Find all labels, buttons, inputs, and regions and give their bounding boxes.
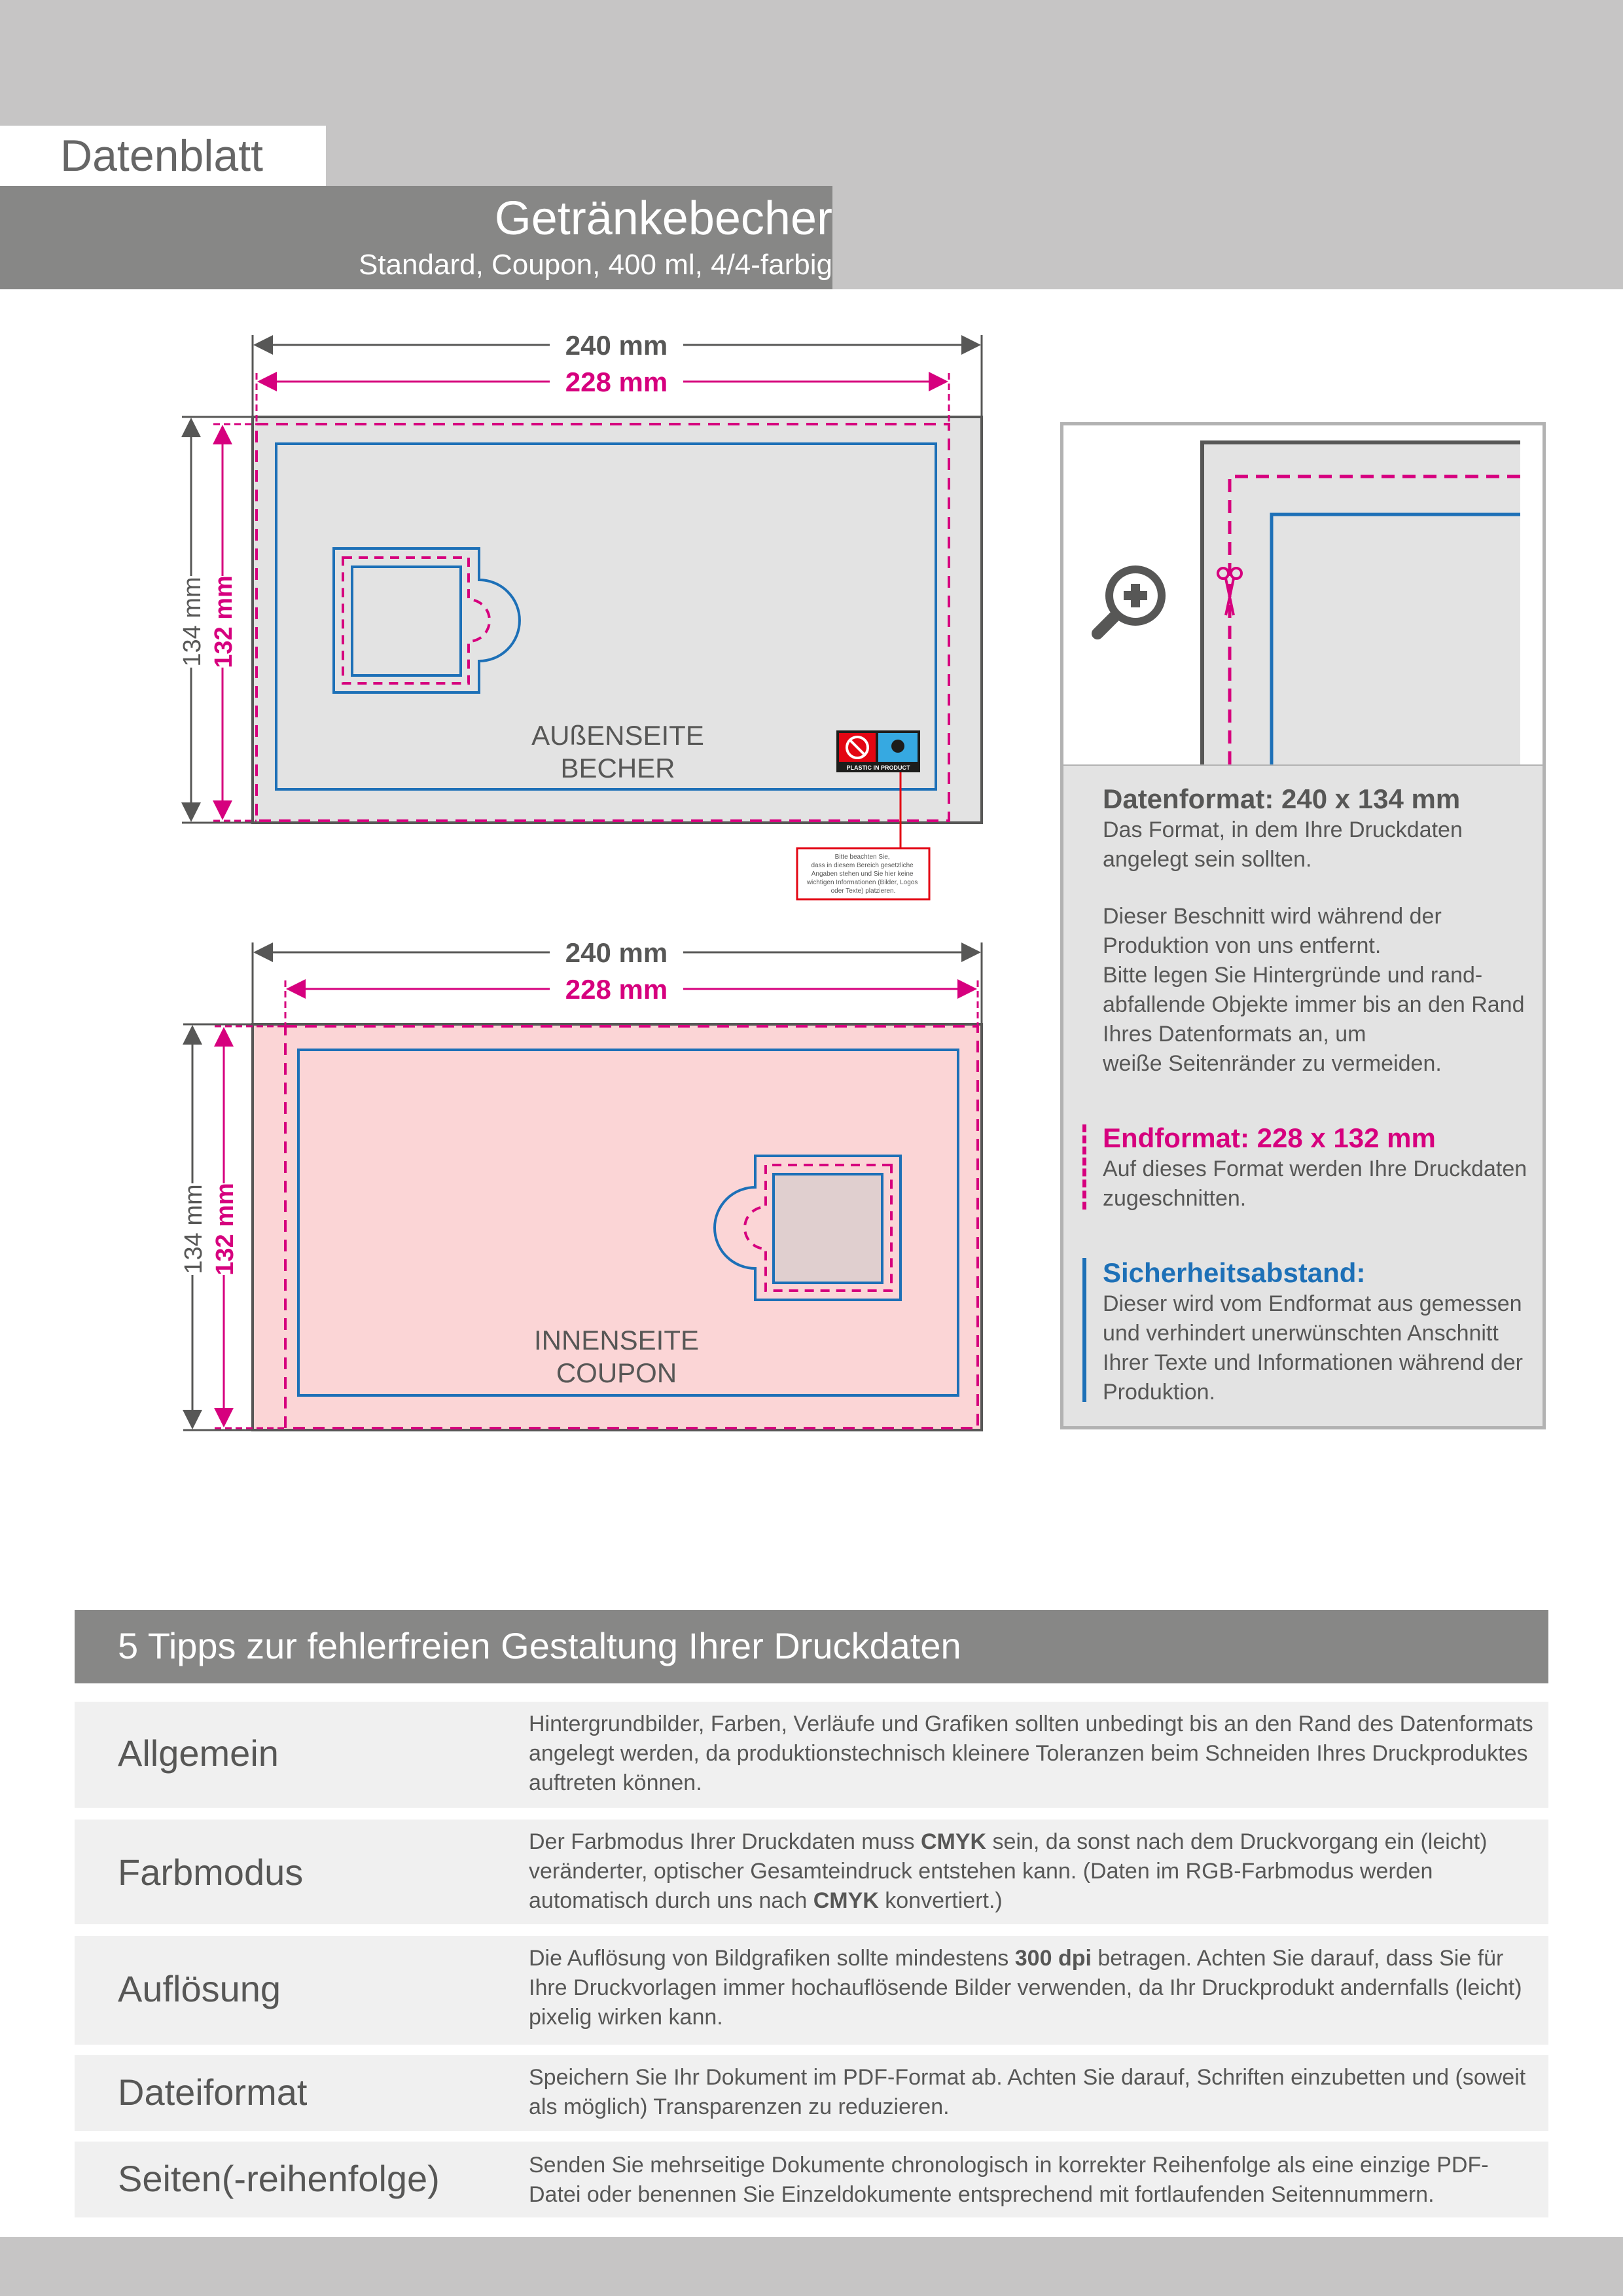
inner-width-label: 240 mm bbox=[565, 937, 668, 968]
endformat-marker bbox=[1082, 1124, 1086, 1210]
endformat-section bbox=[1103, 1122, 1548, 1213]
tip-text: Hintergrundbilder, Farben, Verläufe und Grafiken sollten unbedingt bis an den Rand des Datenformats angelegt werden, da produktionstechnisch kleinere Toleranzen beim Schneiden Ihres Druckproduktes auftreten können. bbox=[529, 1712, 1533, 1795]
inner-side-label-1: INNENSEITE bbox=[533, 1325, 700, 1355]
outer-side-label-1: AUßENSEITE bbox=[531, 720, 704, 751]
datenformat-text-1: Das Format, in dem Ihre Druckdaten angelegt sein sollten. bbox=[1103, 817, 1463, 872]
sicherheitsabstand-section bbox=[1103, 1257, 1548, 1407]
tip-row-dateiformat bbox=[75, 2055, 1548, 2131]
outer-height-label: 134 mm bbox=[179, 577, 206, 667]
doc-type-label: Datenblatt bbox=[60, 131, 263, 181]
plastic-badge-text: PLASTIC IN PRODUCT bbox=[846, 764, 910, 771]
tip-text: Der Farbmodus Ihrer Druckdaten muss CMYK sein, da sonst nach dem Druckvorgang ein (leicht) veränderter, optischer Gesamteindruck entstehen kann. (Daten im RGB-Farbmodus werden automatisch durch uns nach CMYK konvertiert.) bbox=[529, 1829, 1488, 1913]
outer-trim-width-label: 228 mm bbox=[565, 367, 668, 397]
bottom-band bbox=[0, 2237, 1623, 2296]
tip-text: Speichern Sie Ihr Dokument im PDF-Format ab. Achten Sie darauf, Schriften einzubetten und (soweit als möglich) Transparenzen zu reduzieren. bbox=[529, 2065, 1526, 2119]
callout-line-3: Angaben stehen und Sie hier keine bbox=[811, 870, 914, 878]
inner-height-label: 134 mm bbox=[180, 1184, 207, 1274]
datenformat-heading: Datenformat: 240 x 134 mm bbox=[1103, 783, 1461, 814]
inner-coupon-inner bbox=[774, 1174, 882, 1283]
tips-title: 5 Tipps zur fehlerfreien Gestaltung Ihrer Druckdaten bbox=[118, 1625, 961, 1666]
callout-line-2: dass in diesem Bereich gesetzliche bbox=[811, 862, 914, 869]
plastic-badge bbox=[836, 730, 920, 772]
sicherheitsabstand-text: Dieser wird vom Endformat aus gemessen und verhindert unerwünschten Anschnitt Ihrer Texte und Informationen während der Produktion. bbox=[1103, 1291, 1523, 1405]
datenformat-section bbox=[1103, 783, 1548, 1079]
sicherheitsabstand-heading: Sicherheitsabstand: bbox=[1103, 1257, 1366, 1288]
endformat-text: Auf dieses Format werden Ihre Druckdaten zugeschnitten. bbox=[1103, 1157, 1527, 1211]
callout-line-4: wichtigen Informationen (Bilder, Logos bbox=[806, 879, 918, 886]
tip-text: Die Auflösung von Bildgrafiken sollte mindestens 300 dpi betragen. Achten Sie darauf, dass Sie für Ihre Druckvorlagen immer hochauflösende Bilder verwenden, da Ihr Druckprodukt andernfalls (leicht) pixelig wirken kann. bbox=[529, 1946, 1522, 2030]
tip-label: Seiten(-reihenfolge) bbox=[118, 2158, 440, 2199]
product-subtitle: Standard, Coupon, 400 ml, 4/4-farbig bbox=[358, 249, 832, 281]
inner-trim-height-label: 132 mm bbox=[211, 1183, 239, 1276]
tip-row-allgemein bbox=[75, 1702, 1548, 1808]
inner-side-label-2: COUPON bbox=[556, 1357, 677, 1388]
outer-trim-height-label: 132 mm bbox=[210, 575, 238, 668]
sicherheitsabstand-marker bbox=[1082, 1258, 1086, 1402]
callout-line-5: oder Texte) platzieren. bbox=[830, 888, 896, 895]
zoom-detail-panel bbox=[1060, 422, 1546, 768]
product-title: Getränkebecher bbox=[494, 192, 832, 245]
callout-line-1: Bitte beachten Sie, bbox=[834, 853, 890, 861]
inner-diagram bbox=[180, 937, 982, 1430]
inner-trim-width-label: 228 mm bbox=[565, 974, 668, 1005]
tip-row-aufloesung bbox=[75, 1936, 1548, 2045]
info-panel bbox=[1060, 766, 1546, 1429]
technical-drawing bbox=[0, 289, 1060, 1454]
tip-label: Dateiformat bbox=[118, 2072, 308, 2113]
magnifier-icon bbox=[1097, 565, 1166, 634]
outer-diagram bbox=[179, 330, 982, 899]
tip-label: Farbmodus bbox=[118, 1852, 304, 1893]
outer-side-label-2: BECHER bbox=[560, 753, 675, 783]
tip-text: Senden Sie mehrseitige Dokumente chronologisch in korrekter Reihenfolge als eine einzige PDF-Datei oder benennen Sie Einzeldokumente entsprechend mit fortlaufenden Seitennummern. bbox=[529, 2153, 1489, 2207]
tip-label: Auflösung bbox=[118, 1968, 281, 2009]
endformat-heading: Endformat: 228 x 132 mm bbox=[1103, 1122, 1436, 1153]
datenformat-text-2: Dieser Beschnitt wird während der Produktion von uns entfernt. Bitte legen Sie Hintergründe und rand- abfallende Objekte immer bis an den Rand Ihres Datenformats an, um weiße Seitenränder zu vermeiden. bbox=[1103, 904, 1525, 1076]
tip-label: Allgemein bbox=[118, 1732, 279, 1774]
tip-row-farbmodus bbox=[75, 1820, 1548, 1924]
tip-row-seiten bbox=[75, 2142, 1548, 2217]
outer-width-label: 240 mm bbox=[565, 330, 668, 361]
